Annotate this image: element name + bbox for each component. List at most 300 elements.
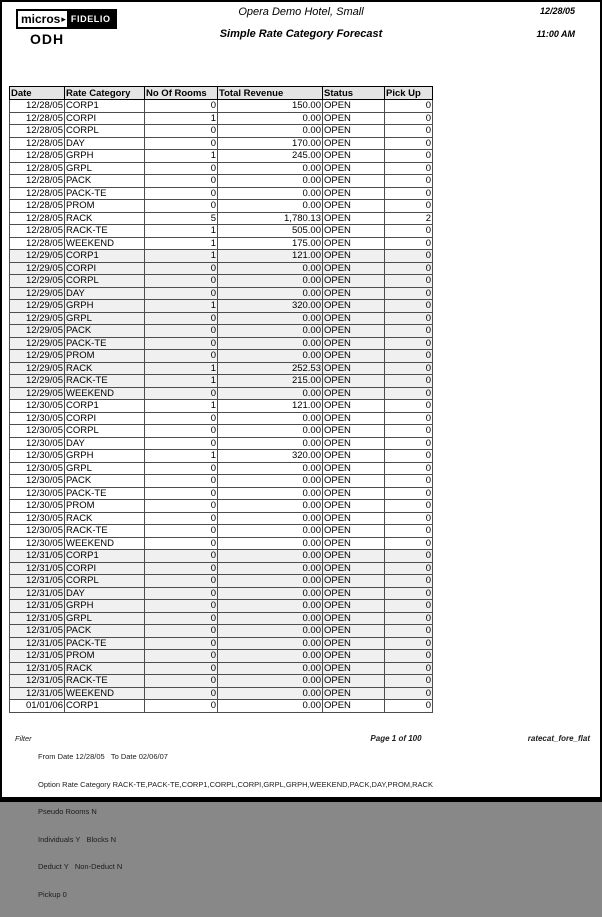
cell-status: OPEN — [323, 550, 385, 563]
micros-logo-text: micros — [18, 11, 61, 27]
table-row — [10, 475, 433, 488]
cell-pickup: 0 — [385, 225, 433, 238]
cell-status: OPEN — [323, 125, 385, 138]
cell-rooms: 0 — [145, 637, 218, 650]
cell-date: 12/28/05 — [10, 175, 65, 188]
table-row — [10, 187, 433, 200]
cell-rooms: 0 — [145, 600, 218, 613]
cell-date: 12/30/05 — [10, 450, 65, 463]
cell-date: 12/29/05 — [10, 250, 65, 263]
cell-pickup: 0 — [385, 362, 433, 375]
cell-status: OPEN — [323, 700, 385, 713]
cell-date: 12/30/05 — [10, 462, 65, 475]
cell-revenue: 0.00 — [218, 600, 323, 613]
cell-category: CORP1 — [65, 550, 145, 563]
column-header-date: Date — [10, 87, 65, 100]
cell-rooms: 0 — [145, 700, 218, 713]
cell-rooms: 1 — [145, 112, 218, 125]
table-row — [10, 462, 433, 475]
table-row — [10, 150, 433, 163]
cell-category: DAY — [65, 137, 145, 150]
filter-line-dates: From Date 12/28/05 To Date 02/06/07 — [38, 752, 168, 761]
cell-status: OPEN — [323, 687, 385, 700]
cell-date: 12/29/05 — [10, 287, 65, 300]
filter-line-deduct: Deduct Y Non-Deduct N — [38, 862, 123, 871]
page-number: Page 1 of 100 — [370, 734, 422, 743]
table-row — [10, 200, 433, 213]
table-row — [10, 362, 433, 375]
cell-date: 12/29/05 — [10, 337, 65, 350]
table-row — [10, 225, 433, 238]
table-row — [10, 125, 433, 138]
cell-status: OPEN — [323, 412, 385, 425]
table-row — [10, 575, 433, 588]
cell-status: OPEN — [323, 562, 385, 575]
cell-pickup: 0 — [385, 625, 433, 638]
cell-rooms: 5 — [145, 212, 218, 225]
cell-pickup: 2 — [385, 212, 433, 225]
cell-rooms: 0 — [145, 350, 218, 363]
cell-status: OPEN — [323, 350, 385, 363]
cell-revenue: 0.00 — [218, 650, 323, 663]
cell-category: DAY — [65, 587, 145, 600]
cell-date: 12/30/05 — [10, 512, 65, 525]
cell-rooms: 0 — [145, 687, 218, 700]
table-row — [10, 175, 433, 188]
cell-rooms: 0 — [145, 125, 218, 138]
cell-status: OPEN — [323, 575, 385, 588]
cell-rooms: 0 — [145, 262, 218, 275]
hotel-name: Opera Demo Hotel, Small — [238, 6, 364, 18]
cell-revenue: 0.00 — [218, 275, 323, 288]
table-row — [10, 500, 433, 513]
cell-revenue: 0.00 — [218, 350, 323, 363]
cell-rooms: 0 — [145, 100, 218, 113]
cell-date: 12/30/05 — [10, 525, 65, 538]
cell-status: OPEN — [323, 375, 385, 388]
cell-date: 12/31/05 — [10, 687, 65, 700]
table-row — [10, 262, 433, 275]
cell-rooms: 0 — [145, 612, 218, 625]
cell-revenue: 320.00 — [218, 450, 323, 463]
cell-pickup: 0 — [385, 450, 433, 463]
cell-revenue: 0.00 — [218, 512, 323, 525]
cell-rooms: 0 — [145, 325, 218, 338]
cell-status: OPEN — [323, 625, 385, 638]
cell-date: 12/28/05 — [10, 187, 65, 200]
cell-revenue: 0.00 — [218, 187, 323, 200]
cell-category: CORPL — [65, 125, 145, 138]
cell-revenue: 0.00 — [218, 200, 323, 213]
cell-pickup: 0 — [385, 187, 433, 200]
cell-date: 12/31/05 — [10, 637, 65, 650]
cell-category: RACK-TE — [65, 675, 145, 688]
cell-status: OPEN — [323, 137, 385, 150]
fidelio-logo-text: FIDELIO — [67, 11, 115, 27]
cell-date: 12/28/05 — [10, 237, 65, 250]
cell-status: OPEN — [323, 237, 385, 250]
cell-category: RACK — [65, 212, 145, 225]
cell-category: PACK-TE — [65, 337, 145, 350]
cell-pickup: 0 — [385, 600, 433, 613]
cell-revenue: 0.00 — [218, 575, 323, 588]
table-row — [10, 412, 433, 425]
cell-revenue: 0.00 — [218, 387, 323, 400]
cell-revenue: 0.00 — [218, 625, 323, 638]
cell-date: 12/28/05 — [10, 225, 65, 238]
cell-status: OPEN — [323, 525, 385, 538]
cell-status: OPEN — [323, 500, 385, 513]
cell-category: WEEKEND — [65, 537, 145, 550]
cell-category: CORPI — [65, 562, 145, 575]
cell-date: 12/30/05 — [10, 412, 65, 425]
cell-pickup: 0 — [385, 675, 433, 688]
cell-rooms: 0 — [145, 587, 218, 600]
cell-status: OPEN — [323, 300, 385, 313]
cell-pickup: 0 — [385, 250, 433, 263]
table-row — [10, 237, 433, 250]
cell-pickup: 0 — [385, 312, 433, 325]
cell-rooms: 0 — [145, 425, 218, 438]
cell-category: CORP1 — [65, 100, 145, 113]
cell-rooms: 0 — [145, 287, 218, 300]
cell-category: CORP1 — [65, 700, 145, 713]
cell-pickup: 0 — [385, 162, 433, 175]
cell-rooms: 0 — [145, 662, 218, 675]
cell-pickup: 0 — [385, 587, 433, 600]
cell-category: GRPH — [65, 300, 145, 313]
cell-date: 12/31/05 — [10, 575, 65, 588]
cell-status: OPEN — [323, 175, 385, 188]
cell-date: 12/30/05 — [10, 437, 65, 450]
table-row — [10, 612, 433, 625]
cell-date: 12/31/05 — [10, 625, 65, 638]
table-row — [10, 550, 433, 563]
cell-pickup: 0 — [385, 612, 433, 625]
cell-rooms: 1 — [145, 150, 218, 163]
table-row — [10, 300, 433, 313]
cell-category: WEEKEND — [65, 387, 145, 400]
cell-category: PROM — [65, 350, 145, 363]
report-date: 12/28/05 — [539, 6, 575, 16]
cell-rooms: 0 — [145, 625, 218, 638]
logo-arrow-icon: ▸ — [61, 11, 67, 27]
cell-pickup: 0 — [385, 637, 433, 650]
table-row — [10, 512, 433, 525]
cell-revenue: 0.00 — [218, 125, 323, 138]
cell-date: 12/29/05 — [10, 375, 65, 388]
cell-status: OPEN — [323, 462, 385, 475]
cell-pickup: 0 — [385, 487, 433, 500]
cell-pickup: 0 — [385, 500, 433, 513]
filter-line-individuals-blocks: Individuals Y Blocks N — [38, 834, 117, 844]
table-row — [10, 112, 433, 125]
cell-status: OPEN — [323, 100, 385, 113]
cell-rooms: 0 — [145, 537, 218, 550]
column-header-no-of-rooms: No Of Rooms — [145, 87, 218, 100]
filter-lines — [38, 734, 433, 917]
cell-date: 12/28/05 — [10, 100, 65, 113]
cell-status: OPEN — [323, 187, 385, 200]
cell-revenue: 215.00 — [218, 375, 323, 388]
cell-revenue: 0.00 — [218, 487, 323, 500]
cell-rooms: 0 — [145, 550, 218, 563]
cell-status: OPEN — [323, 337, 385, 350]
cell-revenue: 0.00 — [218, 425, 323, 438]
cell-pickup: 0 — [385, 337, 433, 350]
cell-status: OPEN — [323, 262, 385, 275]
cell-rooms: 0 — [145, 475, 218, 488]
cell-revenue: 252.53 — [218, 362, 323, 375]
table-row — [10, 637, 433, 650]
cell-date: 12/28/05 — [10, 200, 65, 213]
cell-pickup: 0 — [385, 700, 433, 713]
table-row — [10, 425, 433, 438]
cell-rooms: 0 — [145, 675, 218, 688]
forecast-table — [9, 86, 433, 713]
table-row — [10, 650, 433, 663]
cell-revenue: 175.00 — [218, 237, 323, 250]
cell-status: OPEN — [323, 162, 385, 175]
cell-category: GRPH — [65, 450, 145, 463]
cell-rooms: 0 — [145, 312, 218, 325]
cell-date: 12/30/05 — [10, 500, 65, 513]
cell-category: PROM — [65, 500, 145, 513]
cell-date: 12/30/05 — [10, 425, 65, 438]
table-row — [10, 587, 433, 600]
cell-revenue: 0.00 — [218, 287, 323, 300]
cell-revenue: 505.00 — [218, 225, 323, 238]
cell-date: 12/29/05 — [10, 350, 65, 363]
cell-rooms: 0 — [145, 462, 218, 475]
cell-rooms: 1 — [145, 362, 218, 375]
cell-status: OPEN — [323, 487, 385, 500]
cell-pickup: 0 — [385, 275, 433, 288]
report-title: Simple Rate Category Forecast — [219, 28, 383, 40]
cell-status: OPEN — [323, 325, 385, 338]
cell-pickup: 0 — [385, 137, 433, 150]
cell-pickup: 0 — [385, 287, 433, 300]
cell-pickup: 0 — [385, 575, 433, 588]
table-row — [10, 287, 433, 300]
cell-date: 12/29/05 — [10, 325, 65, 338]
cell-pickup: 0 — [385, 525, 433, 538]
cell-category: PACK-TE — [65, 637, 145, 650]
cell-status: OPEN — [323, 587, 385, 600]
column-header-pick-up: Pick Up — [385, 87, 433, 100]
cell-pickup: 0 — [385, 325, 433, 338]
cell-date: 12/30/05 — [10, 400, 65, 413]
cell-pickup: 0 — [385, 350, 433, 363]
cell-date: 12/31/05 — [10, 562, 65, 575]
cell-revenue: 0.00 — [218, 562, 323, 575]
cell-revenue: 245.00 — [218, 150, 323, 163]
cell-pickup: 0 — [385, 100, 433, 113]
cell-revenue: 320.00 — [218, 300, 323, 313]
cell-rooms: 1 — [145, 450, 218, 463]
cell-rooms: 0 — [145, 487, 218, 500]
cell-pickup: 0 — [385, 412, 433, 425]
filter-line-rate-categories: Option Rate Category RACK-TE,PACK-TE,CORP1,CORPL,CORPI,GRPL,GRPH,WEEKEND,PACK,DAY,PROM,RACK — [38, 779, 433, 789]
table-row — [10, 325, 433, 338]
cell-revenue: 1,780.13 — [218, 212, 323, 225]
table-row — [10, 337, 433, 350]
cell-status: OPEN — [323, 287, 385, 300]
cell-rooms: 0 — [145, 575, 218, 588]
cell-revenue: 0.00 — [218, 662, 323, 675]
cell-revenue: 0.00 — [218, 612, 323, 625]
table-row — [10, 312, 433, 325]
cell-pickup: 0 — [385, 400, 433, 413]
cell-category: DAY — [65, 287, 145, 300]
cell-revenue: 0.00 — [218, 537, 323, 550]
cell-revenue: 0.00 — [218, 325, 323, 338]
cell-revenue: 0.00 — [218, 500, 323, 513]
cell-revenue: 0.00 — [218, 525, 323, 538]
cell-status: OPEN — [323, 212, 385, 225]
cell-date: 12/31/05 — [10, 587, 65, 600]
cell-date: 12/28/05 — [10, 212, 65, 225]
cell-status: OPEN — [323, 637, 385, 650]
table-row — [10, 487, 433, 500]
cell-category: GRPL — [65, 162, 145, 175]
cell-category: PACK — [65, 625, 145, 638]
cell-status: OPEN — [323, 437, 385, 450]
cell-revenue: 0.00 — [218, 437, 323, 450]
cell-pickup: 0 — [385, 237, 433, 250]
cell-pickup: 0 — [385, 175, 433, 188]
cell-pickup: 0 — [385, 300, 433, 313]
cell-status: OPEN — [323, 362, 385, 375]
cell-pickup: 0 — [385, 375, 433, 388]
cell-category: PACK-TE — [65, 487, 145, 500]
cell-status: OPEN — [323, 650, 385, 663]
cell-category: PACK — [65, 475, 145, 488]
cell-pickup: 0 — [385, 112, 433, 125]
property-code: ODH — [30, 31, 65, 47]
cell-category: CORP1 — [65, 400, 145, 413]
column-header-status: Status — [323, 87, 385, 100]
table-header-row — [10, 87, 433, 100]
cell-rooms: 0 — [145, 187, 218, 200]
table-row — [10, 437, 433, 450]
table-row — [10, 687, 433, 700]
cell-rooms: 0 — [145, 562, 218, 575]
cell-revenue: 0.00 — [218, 475, 323, 488]
cell-pickup: 0 — [385, 550, 433, 563]
cell-rooms: 1 — [145, 225, 218, 238]
cell-status: OPEN — [323, 450, 385, 463]
cell-date: 12/31/05 — [10, 650, 65, 663]
cell-rooms: 0 — [145, 337, 218, 350]
cell-rooms: 0 — [145, 512, 218, 525]
cell-rooms: 0 — [145, 175, 218, 188]
cell-rooms: 0 — [145, 500, 218, 513]
cell-rooms: 1 — [145, 237, 218, 250]
cell-rooms: 0 — [145, 200, 218, 213]
cell-rooms: 0 — [145, 387, 218, 400]
cell-category: CORPI — [65, 112, 145, 125]
table-row — [10, 250, 433, 263]
cell-category: CORPL — [65, 575, 145, 588]
table-row — [10, 537, 433, 550]
cell-date: 12/28/05 — [10, 150, 65, 163]
cell-status: OPEN — [323, 675, 385, 688]
cell-revenue: 0.00 — [218, 112, 323, 125]
cell-pickup: 0 — [385, 262, 433, 275]
cell-pickup: 0 — [385, 650, 433, 663]
cell-status: OPEN — [323, 512, 385, 525]
table-row — [10, 387, 433, 400]
cell-category: DAY — [65, 437, 145, 450]
table-row — [10, 350, 433, 363]
table-row — [10, 562, 433, 575]
cell-status: OPEN — [323, 112, 385, 125]
cell-revenue: 0.00 — [218, 462, 323, 475]
cell-pickup: 0 — [385, 387, 433, 400]
table-row — [10, 100, 433, 113]
column-header-rate-category: Rate Category — [65, 87, 145, 100]
cell-date: 12/28/05 — [10, 162, 65, 175]
cell-category: CORPL — [65, 425, 145, 438]
cell-rooms: 0 — [145, 437, 218, 450]
cell-status: OPEN — [323, 312, 385, 325]
cell-status: OPEN — [323, 475, 385, 488]
table-row — [10, 662, 433, 675]
cell-revenue: 150.00 — [218, 100, 323, 113]
cell-status: OPEN — [323, 400, 385, 413]
cell-rooms: 1 — [145, 300, 218, 313]
cell-date: 12/29/05 — [10, 300, 65, 313]
cell-rooms: 0 — [145, 525, 218, 538]
cell-revenue: 0.00 — [218, 162, 323, 175]
cell-date: 12/28/05 — [10, 137, 65, 150]
cell-pickup: 0 — [385, 200, 433, 213]
column-header-total-revenue: Total Revenue — [218, 87, 323, 100]
cell-status: OPEN — [323, 612, 385, 625]
cell-date: 12/29/05 — [10, 312, 65, 325]
table-row — [10, 212, 433, 225]
cell-category: GRPL — [65, 462, 145, 475]
table-row — [10, 162, 433, 175]
cell-date: 12/30/05 — [10, 537, 65, 550]
cell-category: PROM — [65, 650, 145, 663]
cell-date: 12/29/05 — [10, 362, 65, 375]
cell-date: 12/30/05 — [10, 475, 65, 488]
cell-category: RACK — [65, 662, 145, 675]
cell-pickup: 0 — [385, 125, 433, 138]
cell-date: 12/28/05 — [10, 125, 65, 138]
cell-pickup: 0 — [385, 687, 433, 700]
cell-revenue: 0.00 — [218, 175, 323, 188]
cell-pickup: 0 — [385, 512, 433, 525]
table-row — [10, 625, 433, 638]
table-row — [10, 400, 433, 413]
cell-revenue: 0.00 — [218, 675, 323, 688]
cell-revenue: 0.00 — [218, 337, 323, 350]
cell-pickup: 0 — [385, 462, 433, 475]
table-row — [10, 375, 433, 388]
cell-status: OPEN — [323, 387, 385, 400]
cell-date: 12/31/05 — [10, 675, 65, 688]
cell-rooms: 0 — [145, 275, 218, 288]
cell-status: OPEN — [323, 200, 385, 213]
cell-status: OPEN — [323, 662, 385, 675]
cell-revenue: 0.00 — [218, 687, 323, 700]
cell-pickup: 0 — [385, 425, 433, 438]
cell-revenue: 170.00 — [218, 137, 323, 150]
cell-date: 01/01/06 — [10, 700, 65, 713]
